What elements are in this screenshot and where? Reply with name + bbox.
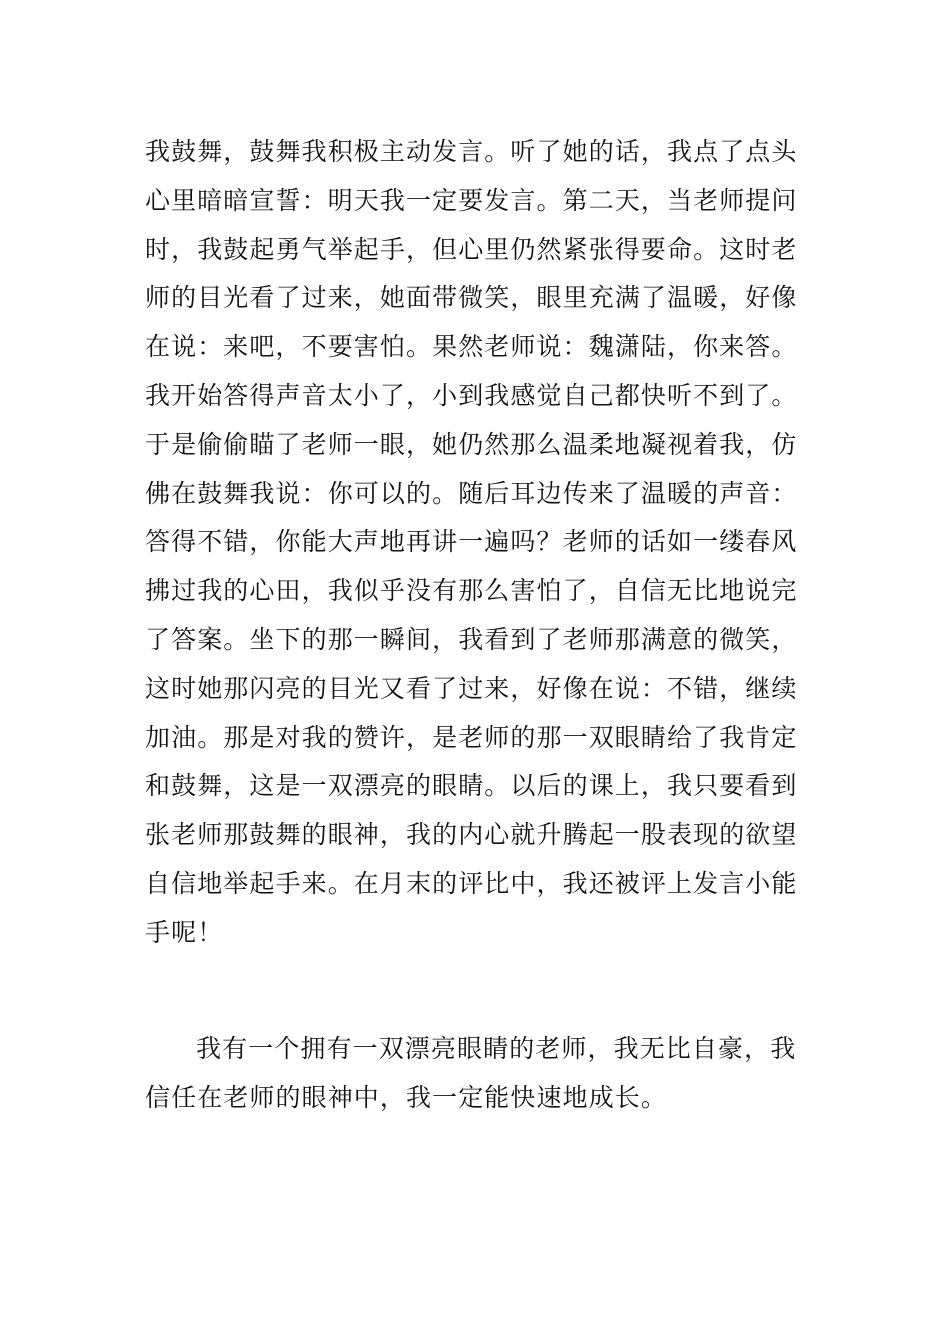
text-line: 心里暗暗宣誓：明天我一定要发言。第二天，当老师提问 — [145, 185, 798, 215]
text-line: 拂过我的心田，我似乎没有那么害怕了，自信无比地说完 — [145, 576, 798, 606]
text-line: 这时她那闪亮的目光又看了过来，好像在说：不错，继续 — [145, 673, 798, 703]
text-line: 答得不错，你能大声地再讲一遍吗？老师的话如一缕春风 — [145, 527, 798, 557]
text-line: 自信地举起手来。在月末的评比中，我还被评上发言小能 — [145, 868, 798, 898]
text-line: 师的目光看了过来，她面带微笑，眼里充满了温暖，好像 — [145, 283, 798, 313]
text-line: 了答案。坐下的那一瞬间，我看到了老师那满意的微笑， — [145, 624, 798, 654]
text-line: 我鼓舞，鼓舞我积极主动发言。听了她的话，我点了点头 — [145, 137, 798, 166]
text-line: 信任在老师的眼神中，我一定能快速地成长。 — [145, 1082, 668, 1112]
text-line: 于是偷偷瞄了老师一眼，她仍然那么温柔地凝视着我，仿 — [145, 429, 798, 459]
text-line: 手呢！ — [145, 917, 224, 947]
paragraph-1 — [145, 128, 815, 958]
text-line: 加油。那是对我的赞许，是老师的那一双眼睛给了我肯定 — [145, 722, 798, 752]
text-line: 佛在鼓舞我说：你可以的。随后耳边传来了温暖的声音： — [145, 478, 798, 508]
text-line: 和鼓舞，这是一双漂亮的眼睛。以后的课上，我只要看到 — [145, 771, 798, 801]
text-line: 我有一个拥有一双漂亮眼睛的老师，我无比自豪，我 — [196, 1034, 797, 1063]
text-line: 在说：来吧，不要害怕。果然老师说：魏潇陆，你来答。 — [145, 332, 798, 362]
text-line: 我开始答得声音太小了，小到我感觉自己都快听不到了。 — [145, 380, 798, 410]
text-line: 张老师那鼓舞的眼神，我的内心就升腾起一股表现的欲望 — [145, 820, 798, 850]
text-line: 时，我鼓起勇气举起手，但心里仍然紧张得要命。这时老 — [145, 234, 798, 264]
paragraph-2 — [145, 1025, 815, 1123]
